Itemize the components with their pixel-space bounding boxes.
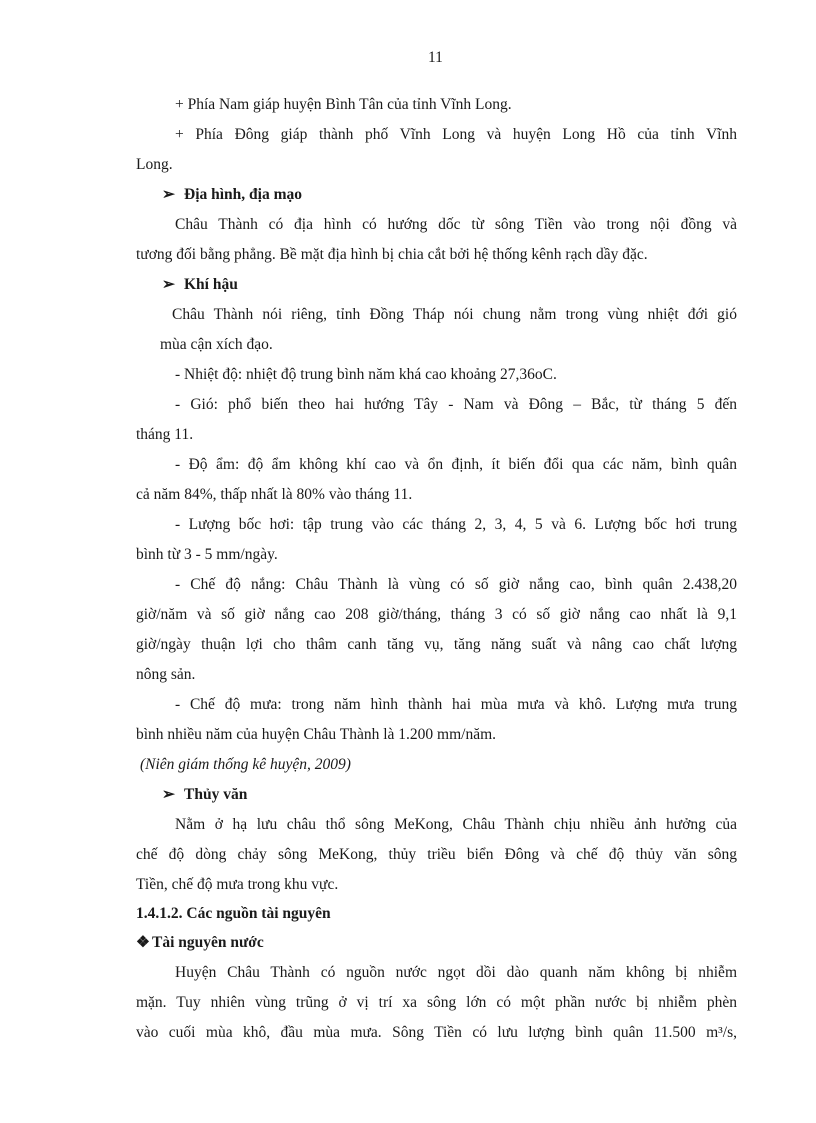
text-line: - Chế độ nắng: Châu Thành là vùng có số giờ nắng cao, bình quân 2.438,20 <box>175 576 737 593</box>
citation: (Niên giám thống kê huyện, 2009) <box>140 756 351 773</box>
text-line: chế độ dòng chảy sông MeKong, thủy triều biển Đông và chế độ thủy văn sông <box>136 846 737 863</box>
page-number: 11 <box>428 49 443 66</box>
text-line: - Độ ẩm: độ ẩm không khí cao và ổn định, ít biến đổi qua các năm, bình quân <box>175 456 737 473</box>
text-line: Châu Thành có địa hình có hướng dốc từ sông Tiền vào trong nội đồng và <box>175 216 737 233</box>
text-line: Long. <box>136 156 173 173</box>
text-line: bình nhiều năm của huyện Châu Thành là 1.200 mm/năm. <box>136 726 497 743</box>
text-line: - Gió: phổ biến theo hai hướng Tây - Nam và Đông – Bắc, từ tháng 5 đến <box>175 396 737 413</box>
text-line: Nằm ở hạ lưu châu thổ sông MeKong, Châu Thành chịu nhiều ảnh hưởng của <box>175 816 737 833</box>
text-line: Huyện Châu Thành có nguồn nước ngọt dồi dào quanh năm không bị nhiễm <box>175 964 737 981</box>
section-heading: ➢ Khí hậu <box>162 276 238 293</box>
subsection-heading: 1.4.1.2. Các nguồn tài nguyên <box>136 905 331 922</box>
text-line: vào cuối mùa khô, đầu mùa mưa. Sông Tiền có lưu lượng bình quân 11.500 m³/s, <box>136 1024 737 1041</box>
text-line: - Nhiệt độ: nhiệt độ trung bình năm khá cao khoảng 27,36oC. <box>175 366 557 383</box>
section-heading: ➢ Địa hình, địa mạo <box>162 186 303 203</box>
text-line: Tiền, chế độ mưa trong khu vực. <box>136 876 339 893</box>
text-line: mùa cận xích đạo. <box>160 336 273 353</box>
text-line: giờ/ngày thuận lợi cho thâm canh tăng vụ, tăng năng suất và nâng cao chất lượng <box>136 636 737 653</box>
text-line: cả năm 84%, thấp nhất là 80% vào tháng 11. <box>136 486 413 503</box>
section-heading: ➢ Thủy văn <box>162 786 248 803</box>
text-line: - Chế độ mưa: trong năm hình thành hai mùa mưa và khô. Lượng mưa trung <box>175 696 737 713</box>
text-line: tháng 11. <box>136 426 194 443</box>
arrow-bullet-icon: ➢ <box>162 186 175 203</box>
arrow-bullet-icon: ➢ <box>162 786 175 803</box>
text-line: - Lượng bốc hơi: tập trung vào các tháng 2, 3, 4, 5 và 6. Lượng bốc hơi trung <box>175 516 737 533</box>
text-line: + Phía Nam giáp huyện Bình Tân của tỉnh Vĩnh Long. <box>175 96 512 113</box>
section-heading: ❖ Tài nguyên nước <box>136 934 264 951</box>
text-line: nông sản. <box>136 666 196 683</box>
text-line: mặn. Tuy nhiên vùng trũng ở vị trí xa sông lớn có một phần nước bị nhiễm phèn <box>136 994 737 1011</box>
text-line: bình từ 3 - 5 mm/ngày. <box>136 546 278 563</box>
text-line: Châu Thành nói riêng, tỉnh Đồng Tháp nói chung nằm trong vùng nhiệt đới gió <box>172 306 737 323</box>
arrow-bullet-icon: ➢ <box>162 276 175 293</box>
text-line: + Phía Đông giáp thành phố Vĩnh Long và huyện Long Hồ của tỉnh Vĩnh <box>175 126 737 143</box>
diamond-bullet-icon: ❖ <box>136 934 150 951</box>
text-line: giờ/năm và số giờ nắng cao 208 giờ/tháng, tháng 3 có số giờ nắng cao nhất là 9,1 <box>136 606 737 623</box>
text-line: tương đối bằng phẳng. Bề mặt địa hình bị chia cắt bởi hệ thống kênh rạch dầy đặc. <box>136 246 648 263</box>
